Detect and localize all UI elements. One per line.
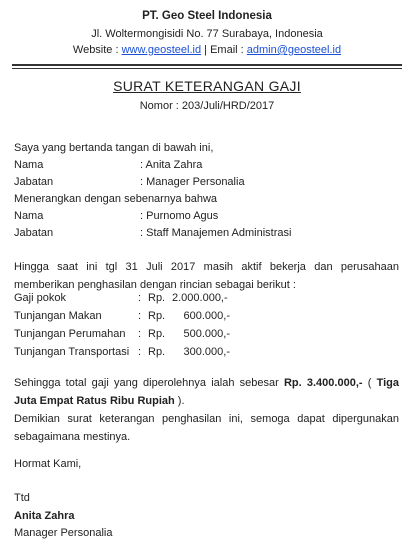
salary-item-label: Tunjangan Perumahan bbox=[14, 328, 126, 340]
letter-number: Nomor : 203/Juli/HRD/2017 bbox=[139, 100, 275, 112]
employment-paragraph: Hingga saat ini tgl 31 Juli 2017 masih aktif bekerja dan perusahaan memberikan penghasilan dengan rincian sebagai berikut : bbox=[14, 261, 399, 291]
header-divider-thick bbox=[12, 64, 402, 66]
email-link[interactable]: admin@geosteel.id bbox=[246, 44, 342, 56]
signer-position-label: Jabatan bbox=[14, 176, 54, 188]
salary-item-colon: : bbox=[138, 346, 142, 358]
company-address: Jl. Woltermongisidi No. 77 Surabaya, Indonesia bbox=[91, 28, 323, 40]
salary-item-amount: 600.000,- bbox=[183, 310, 230, 322]
salary-item-currency: Rp. bbox=[148, 310, 166, 322]
website-label: Website : bbox=[72, 44, 122, 56]
salary-item-currency: Rp. bbox=[148, 292, 166, 304]
salary-item-amount: 2.000.000,- bbox=[172, 292, 228, 304]
salary-item-colon: : bbox=[138, 292, 142, 304]
total-amount: Rp. 3.400.000,- bbox=[283, 377, 363, 389]
salary-item-currency: Rp. bbox=[148, 346, 166, 358]
signer-name-value: : Anita Zahra bbox=[140, 159, 203, 171]
salary-item-label: Tunjangan Makan bbox=[14, 310, 102, 322]
salary-item-label: Gaji pokok bbox=[14, 292, 66, 304]
declaration-text: Menerangkan dengan sebenarnya bahwa bbox=[14, 193, 218, 205]
employee-position-value: : Staff Manajemen Administrasi bbox=[140, 227, 292, 239]
total-middle: ( bbox=[362, 377, 377, 389]
website-link[interactable]: www.geosteel.id bbox=[121, 44, 202, 56]
total-words: Tiga Juta Empat Ratus Ribu Rupiah bbox=[14, 377, 400, 407]
letter-title-text: SURAT KETERANGAN GAJI bbox=[113, 78, 301, 94]
header-divider-thin bbox=[12, 68, 402, 69]
salary-item-amount: 500.000,- bbox=[183, 328, 230, 340]
signer-position-value: : Manager Personalia bbox=[140, 176, 245, 188]
employee-name-value: : Purnomo Agus bbox=[140, 210, 219, 222]
letter-title bbox=[0, 78, 414, 94]
salary-item-colon: : bbox=[138, 328, 142, 340]
signer-signature-name: Anita Zahra bbox=[14, 510, 75, 522]
employee-position-label: Jabatan bbox=[14, 227, 54, 239]
greeting: Hormat Kami, bbox=[14, 458, 82, 470]
salary-item-currency: Rp. bbox=[148, 328, 166, 340]
total-paragraph bbox=[14, 374, 399, 410]
intro-text: Saya yang bertanda tangan di bawah ini, bbox=[14, 142, 214, 154]
closing-paragraph: Demikian surat keterangan penghasilan ini, semoga dapat dipergunakan sebagaimana mestinya. bbox=[14, 413, 399, 443]
signer-name-label: Nama bbox=[14, 159, 44, 171]
company-contacts bbox=[0, 44, 414, 56]
total-prefix: Sehingga total gaji yang diperolehnya ialah sebesar bbox=[14, 377, 284, 389]
salary-item-label: Tunjangan Transportasi bbox=[14, 346, 130, 358]
ttd-mark: Ttd bbox=[14, 492, 30, 504]
signer-signature-position: Manager Personalia bbox=[14, 527, 113, 539]
employee-name-label: Nama bbox=[14, 210, 44, 222]
total-suffix: ). bbox=[174, 395, 185, 407]
salary-item-amount: 300.000,- bbox=[183, 346, 230, 358]
company-name: PT. Geo Steel Indonesia bbox=[142, 10, 272, 22]
salary-item-colon: : bbox=[138, 310, 142, 322]
email-label: | Email : bbox=[201, 44, 247, 56]
